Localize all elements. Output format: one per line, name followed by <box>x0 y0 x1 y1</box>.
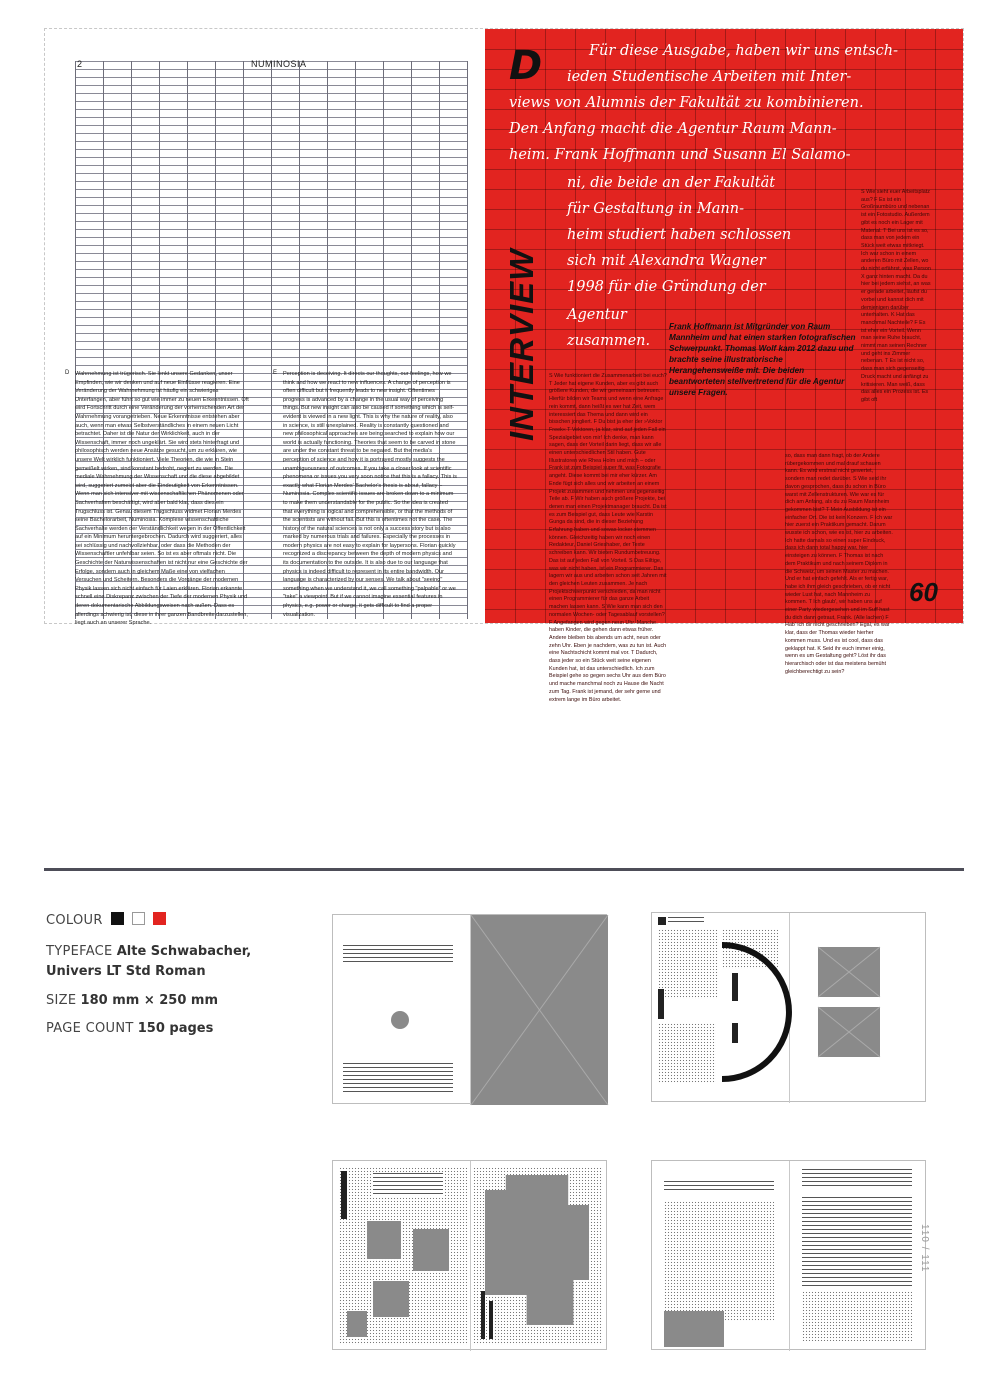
interview-heading: INTERVIEW <box>503 248 540 441</box>
intro-line: 1998 für die Gründung der <box>567 279 766 295</box>
intro-line: Den Anfang macht die Agentur Raum Mann- <box>509 121 837 137</box>
right-page <box>485 29 963 703</box>
typeface-value-2: Univers LT Std Roman <box>46 964 206 979</box>
colour-label: COLOUR <box>46 913 103 928</box>
page-count-value: 150 pages <box>137 1021 214 1036</box>
intro-line: Agentur <box>567 307 627 323</box>
swatch-white <box>132 912 145 925</box>
section-divider <box>44 868 964 871</box>
colour-row <box>46 912 166 928</box>
intro-line: ieden Studentische Arbeiten mit Inter- <box>567 69 852 85</box>
interview-text-column-1: S Wie funktioniert die Zusammenarbeit bei euch? T Jeder hat eigene Kunden, aber es gibt auch größere Kunden, die wir gemeinsam betreuen. Hierfür bilden wir Teams und wenn eine Anfrage rein kommt, dann heißt es wer hat Zeit, wem interessiert das Thema und dann wird ein bisschen jongliert. F Du bist ja eher der »Voktor Freek« T Vektoren, ja klar, sind auf jeden Fall ein Spezialgebiet von mir! Ich denke, man kann sagen, dass der Vorteil darin liegt, dass wir alle einen unterschiedlichen Stil haben. Gute Illustratoren wie Rhea Holm und mich – oder Frank ist zum Beispiel super fit, was Fotografie angeht. Diese kommt bei mir eher kürzer. Am Ende fügt sich alles und wir arbeiten an einem Projekt zusammen und nehmen uns gegenseitig Teile ab. F Wir haben auch größere Projekte, bei denen man einen Projektmanager braucht. Da ist es zum Beispiel gut, dass Leute wie Karstin Gunga da sind, die in dieser Beziehung Erfahrung haben und sowas locker stemmen können. Gleichzeitig haben wir noch einen Redakteur, Daniel Grieshaber, der Texte schreiben kann. Wir bieten Rundumbetreuung. Das ist auf jeden Fall von Vorteil. S Das Eiltige, was wir nicht haben, ist ein Programmierer. Das lagern wir aus und arbeiten schon seit Jahren mit den gleichen Leuten zusammen. Je nach Projektschwerpunkt verschieden, da man nicht einen Programmierer für das ganze Arbeit machen lassen kann. S Wie kann man sich den normalen Wochen- oder Tagesablauf vorstellen? F Angefangen wird gegen neun Uhr. Manche haben Kinder, die gehen dann etwas früher. Andere bleiben bis abends um acht, neun oder zehn Uhr. Eben je nachdem, was zu tun ist. Auch eine Nachtschicht kommt mal vor. T Dadurch, dass jeder so ein Stück weit seine eigenen Kunden hat, ist das unterschiedlich. Ich zum Beispiel gehe so gegen sechs Uhr aus dem Büro und mache manchmal noch zu Hause die Nacht zum Tag. Frank ist jemand, der sehr gerne und extrem lange im Büro arbeitet. <box>549 373 667 703</box>
page-number: 2 <box>77 59 83 69</box>
intro-line: heim. Frank Hoffmann und Susann El Salamo- <box>509 147 851 163</box>
heading-lines <box>343 945 453 963</box>
swatch-red <box>153 912 166 925</box>
intro-line: ni, die beide an der Fakultät <box>567 175 776 191</box>
intro-line: für Gestaltung in Mann- <box>567 201 745 217</box>
column-letter-d: D <box>65 370 70 376</box>
intro-line: zusammen. <box>567 333 651 349</box>
english-text-column: Perception is deceiving. It directs our thoughts, our feelings, how we think and how we react to new influences. A change of perception is often difficult but it frequently leads to new insight. Oftentimes progress is advanced by a change in the usual way of perceiving things. But new insight can also be caused if something which is self-evident is viewed in a new light. This is why the nature of reality, also in science, is still unexplained. Reality is constantly questioned and new philosophical approaches are being searched to explain how our world is actually functioning. Theories that seem to be carved in stone are under the constant threat to be negated. But the media's perception of science and how it is portrayed mostly suggests the unambiguousness of outcomes. If you take a closer look at scientific phenomena or issues you very soon notice that this is a fallacy. This is exactly what Florian Merdes' Bachelor's thesis is about, fallacy – Numinosia. Complex scientific issues are broken down to a minimum to make them understandable for the public. So the idea is created that everything is logical and comprehensible, or that the methods of the scientists are without fail. But this is oftentimes not the case. The history of the natural sciences is not only a success story but is also marked by numerous trials and failures. Especially the processes in modern physics are not easy to explain for laypersons. Florian quickly recognized a discrepancy between the depth of modern physics and its documentation to the outside. It is also due to our language that physics is indeed difficult to represent in its entire bandwidth. Our language is characterized by our senses. We talk about "seeing" something when we understand it, we call something "palpable" or we "take" a viewpoint. But if we cannot imagine essential features in physics, e.g. power or charge, it gets difficult to find a proper visualization. <box>283 371 457 618</box>
page-count-label: PAGE COUNT <box>46 1021 134 1036</box>
left-page <box>45 29 485 627</box>
grid-column-line <box>935 29 936 623</box>
typeface-label: TYPEFACE <box>46 944 113 959</box>
page-count-row <box>46 1021 213 1036</box>
grid-row-line <box>485 169 963 170</box>
size-value: 180 mm × 250 mm <box>80 993 218 1008</box>
layout-thumbnail-1 <box>332 914 607 1104</box>
circle-image <box>391 1011 409 1029</box>
swatch-black <box>111 912 124 925</box>
intro-line: heim studiert haben schlossen <box>567 227 792 243</box>
german-text-column: Wahrnehmung ist trügerisch. Sie lenkt unsere Gedanken, unser Empfinden, wie wir denken und auf neue Einflüsse reagieren. Eine Veränderung der Wahrnehmung ist häufig ein schwieriges Unterfangen, aber führt so gut wie immer zu neuen Erkenntnissen. Oft wird Fortschritt durch eine Veränderung der vorherrschenden Art der Wahrnehmung vorangetrieben. Neue Erkenntnisse entstehen aber auch, wenn man etwas Selbstverständliches in einem neuen Licht betrachtet. Daher ist die Natur der Wirklichkeit, auch in der Wissenschaft, immer noch ungeklärt. Sie wird stets hinterfragt und philosophisch werden neue Ansätze gesucht, um zu erklären, wie unsere Welt wirklich funktioniert. Viele Theorien, die wie in Stein gemeißelt wirken, sind konstant bedroht, negiert zu werden. Die mediale Wahrnehmung der Wissenschaft und die diese abgebildet wird, suggeriert zumeist aber die Eindeutigkeit von Erkenntnissen. Wenn man sich intensiver mit wissenschaftlichen Phänomenen oder Sachverhalten beschäftigt, wird aber bald klar, dass dies ein Trugschluss ist. Genau diesem Trugschluss widmet Florian Merdes seine Bachelorarbeit, Numinosia. Komplexe wissenschaftliche Sachverhalte werden der Verständlichkeit wegen in der Öffentlichkeit auf ein Minimum heruntergebrochen. Dadurch wird suggeriert, alles sei schlüssig und nachvollziehbar, oder dass die Methoden der Wissenschaftler unfehlbar seien. So ist es aber oftmals nicht. Die Geschichte der Naturwissenschaften ist nicht nur eine Geschichte der Erfolge, sondern auch in gleichem Maße eine von vielfachen Versuchen und Scheitern. Besonders die Vorgänge der modernen Physik lassen sich nicht einfach für Laien erklären. Florian erkannte schnell eine Diskrepanz zwischen der Tiefe der modernen Physik und deren dokumentarische Abbildungsweisen nach außen. Dass es allerdings schwierig ist, diese in ihrer ganzen Bandbreite darzustellen, liegt auch an unserer Sprache. <box>75 371 249 627</box>
interview-text-column-3: S Wie sieht euer Arbeitsplatz aus? F Es ist ein Großraumbüro und nebenan ist ein Fotostudio. Außerdem gibt es noch ein Lager mit Material. T Bei uns ist es so, dass man von jedem ein Stück weit etwas mitkriegt. Ich war schon in einem anderen Büro mit Zellen, wo du nicht erfährst, was Person X ganz hinten macht. Da du hier bei jedem siehst, an was er gerade arbeitet, läufst du vorbei und kannst dich mit demjenigen darüber unterhalten. K Hat das manchmal Nachteile? F Es ist eher ein Vorteil. Wenn man seine Ruhe braucht, nimmt man seinen Rechner und geht ins Zimmer nebenan. T Es ist nicht so, dass man sich gegenseitig Druck macht und anfängt zu kritisieren. Man weiß, dass das alles ein Prozess ist. Es gibt oft <box>861 189 931 403</box>
interview-text-column-2: so, dass man dann fragt, ob der Andere rübergekommen und mal drauf schauen kann. Es wird erstmal nicht gewertet, sondern man redet darüber. S Wie seid ihr davon gesprochen, dass du schon in Büro warst mit Zellenstrukturen. Wie war es für dich am Anfang, als du zu Raum Mannheim gekommen bist? T Mein Ausbildung ist ein einfacher Ort. Die ist kein Konzern. F Ich war hier zuerst ein Praktikum gemacht. Darum wusste ich schon, wie es ist, hier zu arbeiten. Ich hatte damals so einen super Eindruck, dass ich dann total happy war, hier einsteigen zu können. F Thomas ist nach dem Praktikum und nach seinem Diplom in die Schweiz, um seinen Master zu machen. Und er hat einfach gefehlt. Als er fertig war, habe ich ihm gleich geschrieben, ob er nicht wieder Lust hat, nach Mannheim zu kommen. T Ich glaub', wir haben uns auf einer Party wiedergesehen und im Suff hast du dich dann getraut, Frank. (Alle lachen) F Hab' ich dir nicht geschrieben? Egal, es war klar, dass der Thomas wieder hierher kommen muss. Und es ist cool, dass das geklappt hat. K Seid ihr euch immer einig, wenn es um Gestaltung geht? Löst ihr das hierarchisch oder ist das meistens bemüht gleichberechtigt zu sein? <box>785 453 893 675</box>
column-letter-e: E <box>273 370 278 376</box>
folio: 110 / 111 <box>919 1224 930 1273</box>
typeface-row-2 <box>46 964 206 979</box>
grid-column-line <box>271 61 272 619</box>
layout-thumbnail-2 <box>651 912 926 1102</box>
image-placeholder <box>818 1007 880 1057</box>
typeface-value: Alte Schwabacher, <box>116 944 252 959</box>
page-number: 60 <box>909 577 938 607</box>
intro-line: Für diese Ausgabe, haben wir uns entsch- <box>589 43 898 59</box>
size-label: SIZE <box>46 993 77 1008</box>
body-lines <box>343 1063 453 1093</box>
layout-thumbnail-4 <box>651 1160 926 1350</box>
size-row <box>46 993 218 1008</box>
drop-cap: D <box>509 43 543 89</box>
magazine-spread <box>44 28 964 703</box>
grid-row-line <box>485 89 963 90</box>
intro-line: sich mit Alexandra Wagner <box>567 253 766 269</box>
full-page-image <box>471 915 608 1105</box>
grid-column-line <box>467 61 468 619</box>
arc-graphic <box>652 913 927 1103</box>
intro-line: views von Alumnis der Fakultät zu kombinieren. <box>509 95 864 111</box>
page-title: NUMINOSIA <box>251 59 307 69</box>
image-placeholder <box>818 947 880 997</box>
layout-thumbnail-3 <box>332 1160 607 1350</box>
deck-text: Frank Hoffmann ist Mitgründer von Raum Mannheim und hat einen starken fotografischen Schwerpunkt. Thomas Wolf kam 2012 dazu und brachte seine illustratorische Herangehensweiße mit. Die beiden beantworteten stellvertretend für die Agentur unsere Fragen. <box>669 322 856 397</box>
typeface-row <box>46 944 251 959</box>
